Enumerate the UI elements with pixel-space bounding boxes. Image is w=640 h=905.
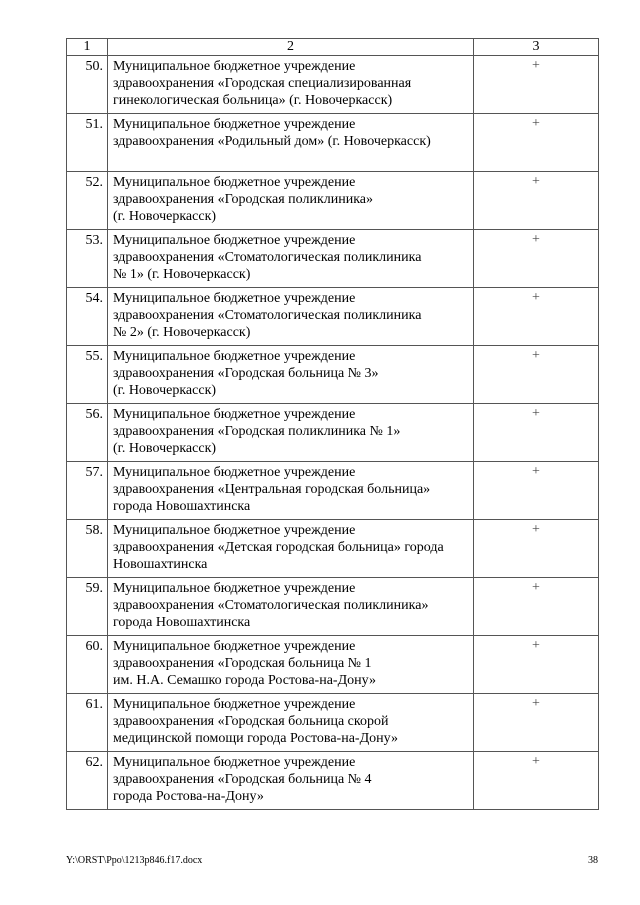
institution-name-line: (г. Новочеркасск): [113, 209, 217, 224]
table-row: [67, 288, 599, 346]
institution-name-line: № 2» (г. Новочеркасск): [113, 325, 251, 340]
institution-name-line: Муниципальное бюджетное учреждение: [113, 175, 356, 190]
header-cell-2: 2: [108, 39, 474, 56]
institution-name-line: здравоохранения «Детская городская больница» города: [113, 540, 444, 555]
plus-mark: +: [474, 636, 599, 694]
institution-name-line: здравоохранения «Центральная городская больница»: [113, 482, 431, 497]
institution-name-line: здравоохранения «Городская больница скорой: [113, 714, 389, 729]
institution-name-line: здравоохранения «Стоматологическая поликлиника: [113, 250, 422, 265]
institution-name: [108, 636, 474, 694]
institution-name: [108, 752, 474, 810]
institution-name-line: здравоохранения «Городская поликлиника № 1»: [113, 424, 401, 439]
institution-name-line: Муниципальное бюджетное учреждение: [113, 581, 356, 596]
institution-name-line: Муниципальное бюджетное учреждение: [113, 465, 356, 480]
institution-name-line: здравоохранения «Стоматологическая поликлиника»: [113, 598, 429, 613]
institution-name-line: (г. Новочеркасск): [113, 383, 217, 398]
institution-name-line: здравоохранения «Городская больница № 3»: [113, 366, 379, 381]
row-number: 53.: [67, 230, 108, 288]
plus-mark: +: [474, 114, 599, 172]
row-number: 52.: [67, 172, 108, 230]
institution-name-line: Муниципальное бюджетное учреждение: [113, 639, 356, 654]
plus-mark: +: [474, 578, 599, 636]
plus-mark: +: [474, 404, 599, 462]
institution-name-line: Муниципальное бюджетное учреждение: [113, 697, 356, 712]
institution-name-line: им. Н.А. Семашко города Ростова-на-Дону»: [113, 673, 376, 688]
institution-name-line: № 1» (г. Новочеркасск): [113, 267, 251, 282]
plus-mark: +: [474, 288, 599, 346]
table-row: [67, 114, 599, 172]
institution-name-line: Новошахтинска: [113, 557, 208, 572]
row-number: 51.: [67, 114, 108, 172]
table-row: [67, 346, 599, 404]
institution-name-line: медицинской помощи города Ростова-на-Дону»: [113, 731, 398, 746]
institution-name-line: Муниципальное бюджетное учреждение: [113, 349, 356, 364]
institution-name-line: города Ростова-на-Дону»: [113, 789, 264, 804]
plus-mark: +: [474, 694, 599, 752]
institution-name-line: города Новошахтинска: [113, 499, 251, 514]
institution-name-line: Муниципальное бюджетное учреждение: [113, 291, 356, 306]
institution-name: [108, 56, 474, 114]
institution-name-line: гинекологическая больница» (г. Новочеркасск): [113, 93, 393, 108]
row-number: 57.: [67, 462, 108, 520]
institution-name-line: здравоохранения «Городская больница № 4: [113, 772, 372, 787]
institution-name-line: (г. Новочеркасск): [113, 441, 217, 456]
institution-name-line: здравоохранения «Стоматологическая поликлиника: [113, 308, 422, 323]
institution-name: [108, 520, 474, 578]
institution-name: [108, 288, 474, 346]
plus-mark: +: [474, 230, 599, 288]
table-body: [67, 39, 599, 810]
institution-name-line: Муниципальное бюджетное учреждение: [113, 755, 356, 770]
institution-name: [108, 114, 474, 172]
table-row: [67, 462, 599, 520]
header-cell-1: 1: [67, 39, 108, 56]
institution-name-line: здравоохранения «Городская больница № 1: [113, 656, 372, 671]
row-number: 59.: [67, 578, 108, 636]
row-number: 58.: [67, 520, 108, 578]
plus-mark: +: [474, 462, 599, 520]
row-number: 61.: [67, 694, 108, 752]
row-number: 54.: [67, 288, 108, 346]
plus-mark: +: [474, 172, 599, 230]
table-row: [67, 172, 599, 230]
row-number: 55.: [67, 346, 108, 404]
institution-name: [108, 346, 474, 404]
plus-mark: +: [474, 56, 599, 114]
table-row: [67, 694, 599, 752]
table-row: [67, 636, 599, 694]
institution-name-line: здравоохранения «Родильный дом» (г. Новочеркасск): [113, 134, 431, 149]
row-number: 62.: [67, 752, 108, 810]
table-row: [67, 752, 599, 810]
institution-name: [108, 230, 474, 288]
institution-name: [108, 578, 474, 636]
row-number: 56.: [67, 404, 108, 462]
table-row: [67, 56, 599, 114]
table-row: [67, 520, 599, 578]
plus-mark: +: [474, 752, 599, 810]
row-number: 50.: [67, 56, 108, 114]
plus-mark: +: [474, 520, 599, 578]
institution-name: [108, 172, 474, 230]
institution-name: [108, 404, 474, 462]
footer-page-number: 38: [588, 855, 598, 866]
institution-name-line: города Новошахтинска: [113, 615, 251, 630]
institution-name-line: Муниципальное бюджетное учреждение: [113, 117, 356, 132]
row-number: 60.: [67, 636, 108, 694]
plus-mark: +: [474, 346, 599, 404]
institution-name-line: Муниципальное бюджетное учреждение: [113, 233, 356, 248]
institution-name: [108, 694, 474, 752]
institution-name: [108, 462, 474, 520]
table-row: [67, 404, 599, 462]
institutions-table: [66, 38, 599, 810]
table-header-row: [67, 39, 599, 56]
institution-name-line: Муниципальное бюджетное учреждение: [113, 59, 356, 74]
institution-name-line: здравоохранения «Городская специализированная: [113, 76, 412, 91]
footer-file-path: Y:\ORST\Ppo\1213p846.f17.docx: [66, 855, 203, 866]
institution-name-line: Муниципальное бюджетное учреждение: [113, 523, 356, 538]
institution-name-line: здравоохранения «Городская поликлиника»: [113, 192, 374, 207]
header-cell-3: 3: [474, 39, 599, 56]
table-row: [67, 230, 599, 288]
table-row: [67, 578, 599, 636]
institution-name-line: Муниципальное бюджетное учреждение: [113, 407, 356, 422]
